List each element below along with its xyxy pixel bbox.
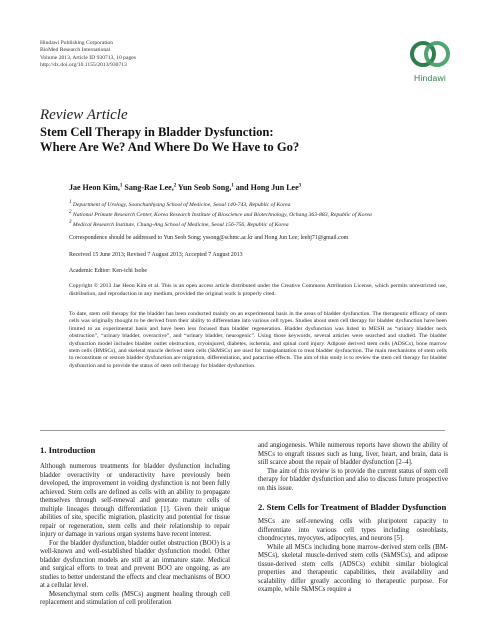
received-dates: Received 15 June 2013; Revised 7 August 2013; Accepted 7 August 2013: [69, 252, 243, 258]
volume-line: Volume 2013, Article ID 930713, 10 pages: [40, 54, 136, 61]
left-column: [40, 445, 230, 608]
title-line: Stem Cell Therapy in Bladder Dysfunction:: [40, 125, 274, 139]
author-list: [69, 183, 301, 192]
affiliation-mark: 1: [69, 200, 72, 205]
hindawi-rings-icon: [399, 36, 461, 72]
author-name: Sang-Rae Lee,: [124, 183, 174, 192]
logo-wordmark: Hindawi: [414, 73, 446, 83]
section-divider: [40, 430, 445, 431]
publisher-line: Hindawi Publishing Corporation: [40, 40, 114, 46]
affiliation-text: Medical Research Institute, Chung-Ang School of Medicine, Seoul 156-756, Republic of Korea: [71, 222, 289, 229]
affiliations: [69, 199, 372, 229]
body-paragraph: Mesenchymal stem cells (MSCs) augment healing through cell replacement and stimulation of cell proliferation: [40, 590, 230, 606]
affiliation: [69, 219, 372, 229]
author-name: Yun Seob Song,: [177, 183, 232, 192]
article-type: Review Article: [40, 107, 128, 123]
journal-header: [40, 40, 136, 70]
section-heading: 1. Introduction: [40, 445, 96, 455]
author-affiliation-mark: 1: [231, 183, 234, 189]
affiliation-text: National Primate Research Center, Korea Research Institute of Bioscience and Biotechnology, Ochang 363-883, Republic of Korea: [71, 211, 372, 218]
affiliation-text: Department of Urology, Soonchunhyang School of Medicine, Seoul 140-743, Republic of Korea: [71, 201, 291, 208]
author-name: and Hong Jun Lee: [235, 183, 299, 192]
affiliation: [69, 199, 372, 209]
copyright-notice: Copyright © 2013 Jae Heon Kim et al. This is an open access article distributed under the Creative Commons Attribution License, which permits unrestricted use, distribution, and reproduction in any medium, provided the original work is properly cited.: [69, 283, 447, 297]
section-heading: 2. Stem Cells for Treatment of Bladder Dysfunction: [258, 502, 447, 512]
body-paragraph: Although numerous treatments for bladder dysfunction including bladder overactivity or underactivity have previously been developed, the improvement in voiding dysfunction is not been fully achieved. Stem cells are defined as cells with an ability to propagate themselves through self-renewal and generate mature cells of multiple lineages through differentiation [1]. Given their unique abilities of site, specific migration, plasticity and potential for tissue repair or regeneration, stem cells and their relationship to repair injury or damage in various organ systems have recent interest.: [40, 463, 230, 538]
abstract: To date, stem cell therapy for the bladder has been conducted mainly on an experimental basis in the areas of bladder dysfunction. The therapeutic efficacy of stem cells was originally thought to be derived from their ability to differentiate into various cell types. Studies about stem cell therapy for bladder dysfunction have been limited to an experimental basis and have been less focused than bladder regeneration. Bladder dysfunction was listed in MESH as “urinary bladder neck obstruction”, “urinary bladder, overactive”, and “urinary bladder, neurogenic”. Using those keywords, several articles were searched and studied. The bladder dysfunction model includes bladder outlet obstruction, cryoinjured, diabetes, ischemia, and spinal cord injury. Adipose derived stem cells (ADSCs), bone marrow stem cells (BMSCs), and skeletal muscle derived stem cells (SkMSCs) are used for transplantation to treat bladder dysfunction. The main mechanisms of stem cells to reconstitute or restore bladder dysfunction are migration, differentiation, and paracrine effects. The aim of this study is to review the stem cell therapy for bladder dysfunction and to provide the status of stem cell therapy for bladder dysfunction.: [69, 311, 447, 369]
academic-editor: Academic Editor: Ken-ichi Isobe: [69, 268, 148, 274]
body-paragraph: MSCs are self-renewing cells with pluripotent capacity to differentiate into various cell types including osteoblasts, chondrocytes, myocytes, adipocytes, and neurons [5].: [258, 518, 448, 542]
body-paragraph: While all MSCs including bone marrow-derived stem cells (BM-MSCs), skeletal muscle-derived stem cells (SkMSCs), and adipose tissue-derived stem cells (ADSCs) exhibit similar biological properties and therapeutic capabilities, their availability and scalability differ greatly according to therapeutic purpose. For example, while SkMSCs require a: [258, 543, 448, 593]
doi-link[interactable]: http://dx.doi.org/10.1155/2013/930713: [40, 62, 127, 69]
right-column: [258, 442, 448, 595]
paper-title: [40, 125, 460, 155]
affiliation: [69, 209, 372, 219]
journal-line: BioMed Research International: [40, 47, 111, 54]
body-paragraph: and angiogenesis. While numerous reports have shown the ability of MSCs to engraft tissues such as lung, liver, heart, and brain, data is still scarce about the repair of bladder dysfunction [2–4].: [258, 442, 448, 466]
affiliation-mark: 2: [69, 210, 72, 216]
author-affiliation-mark: 1: [119, 183, 123, 189]
correspondence: Correspondence should be addressed to Yun Seob Song; yssong@schmc.ac.kr and Hong Jun Lee; leehj71@gmail.com: [69, 235, 349, 241]
author-affiliation-mark: 2: [173, 183, 177, 189]
title-line: Where Are We? And Where Do We Have to Go?: [40, 140, 300, 154]
hindawi-logo: [399, 36, 461, 86]
author-affiliation-mark: 3: [298, 183, 302, 189]
author-name: Jae Heon Kim,: [69, 183, 120, 192]
affiliation-mark: 3: [69, 220, 72, 226]
body-paragraph: For the bladder dysfunction, bladder outlet obstruction (BOO) is a well-known and well-established bladder dysfunction model. Other bladder dysfunction models are still at an immature state. Medical and surgical efforts to treat and prevent BOO are ongoing, as are studies to better understand the effects and clear mechanisms of BOO at a cellular level.: [40, 539, 230, 589]
body-paragraph: The aim of this review is to provide the current status of stem cell therapy for bladder dysfunction and also to discuss future prospective on this issue.: [258, 467, 448, 492]
